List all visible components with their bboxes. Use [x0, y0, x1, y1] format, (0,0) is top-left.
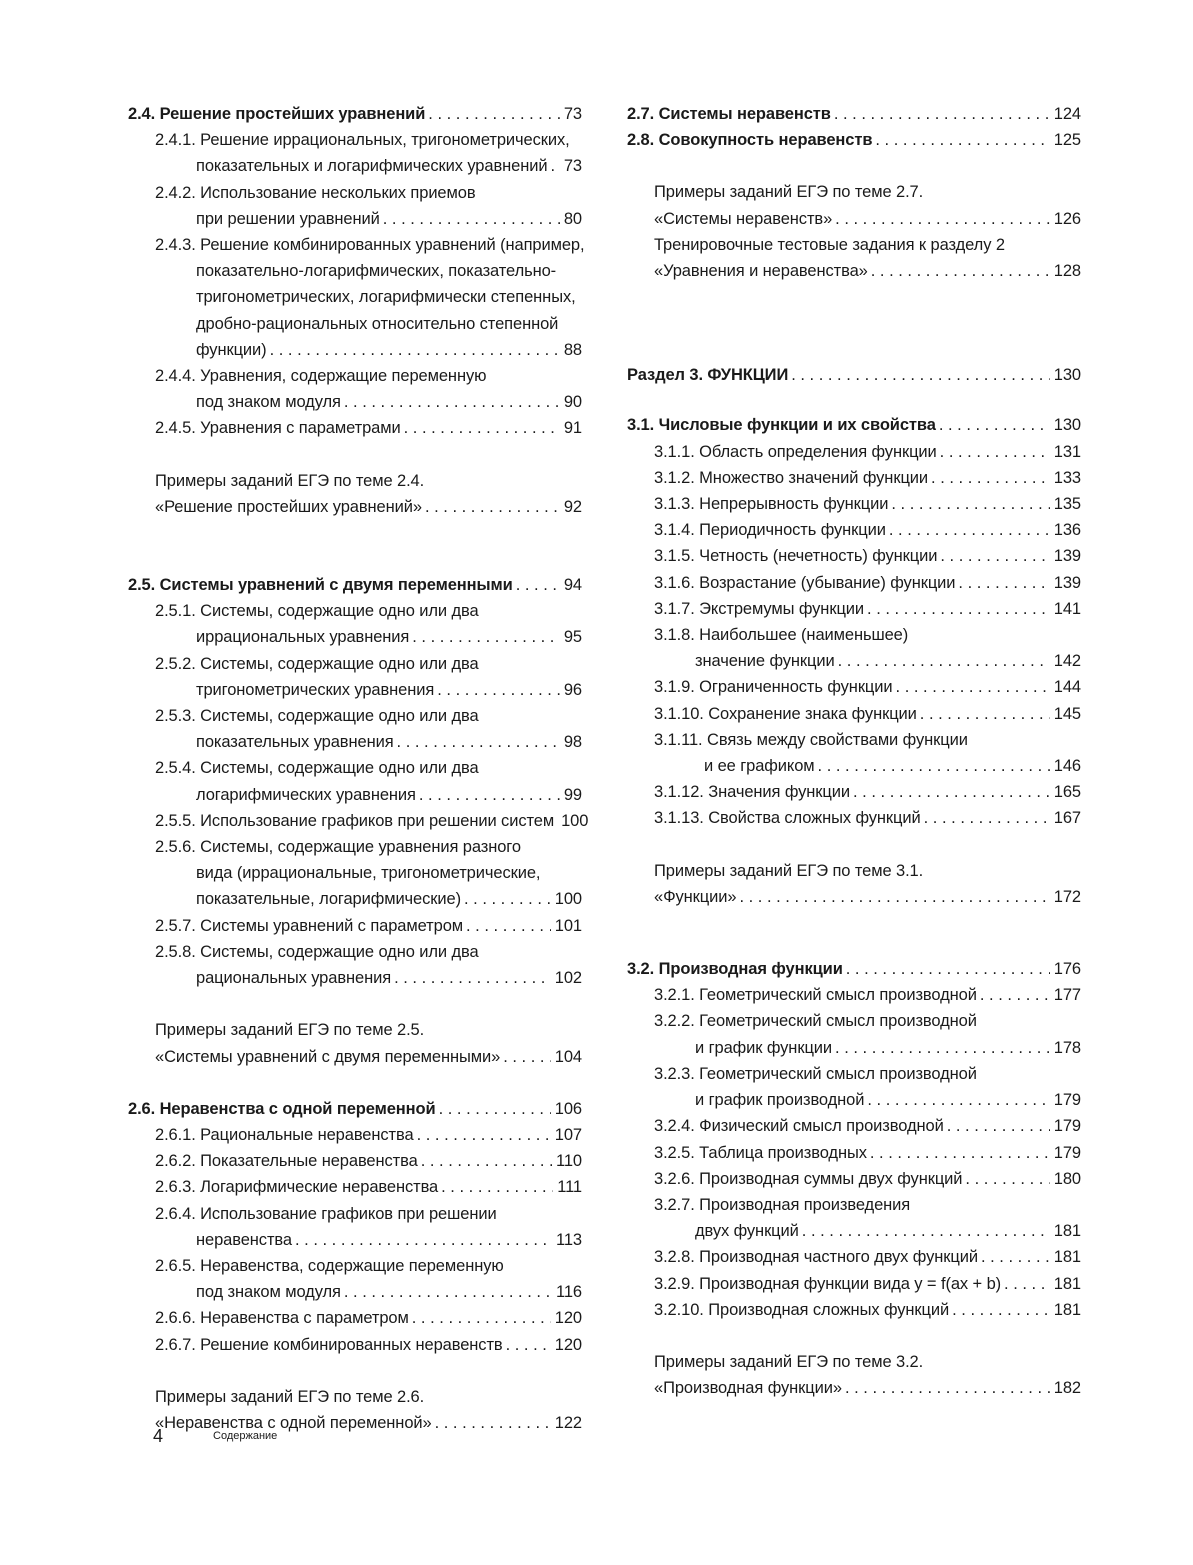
toc-title-cont: «Системы неравенств» [654, 209, 833, 228]
toc-title: 3.2.9. Производная функции вида y = f(ax + b) [654, 1274, 1002, 1293]
toc-title-cont: «Производная функции» [654, 1379, 842, 1398]
toc-item-2-4-2[interactable] [128, 180, 582, 232]
toc-item-3-2-7[interactable] [627, 1192, 1081, 1244]
toc-page: 130 [1053, 366, 1081, 385]
toc-title-cont: вида (иррациональные, тригонометрические, [196, 864, 541, 883]
toc-title: 3.1.9. Ограниченность функции [654, 678, 893, 697]
toc-title-cont: значение функции [695, 652, 835, 671]
toc-title: 2.4.5. Уравнения с параметрами [155, 419, 401, 438]
toc-page: 122 [554, 1413, 582, 1432]
toc-item-2-5-2[interactable] [128, 651, 582, 703]
toc-section-3-1[interactable] [627, 412, 1081, 438]
toc-item-2-4-5[interactable] [128, 415, 582, 441]
toc-page: 126 [1053, 209, 1081, 228]
toc-item-3-1-5[interactable] [627, 543, 1081, 569]
toc-item-2-5-3[interactable] [128, 703, 582, 755]
toc-title: 2.4. Решение простейших уравнений [128, 105, 426, 123]
toc-page: 180 [1053, 1169, 1081, 1188]
toc-right-column [627, 101, 1081, 1401]
toc-page: 116 [555, 1283, 582, 1302]
toc-page: 99 [563, 785, 582, 804]
toc-page: 165 [1053, 783, 1081, 802]
toc-title: 2.5.1. Системы, содержащие одно или два [155, 602, 479, 621]
toc-page: 92 [563, 497, 582, 516]
toc-examples-3-2[interactable] [627, 1349, 1081, 1401]
toc-title-cont: показательные, логарифмические) [196, 890, 461, 909]
toc-page: 73 [563, 157, 582, 176]
toc-page: 177 [1053, 986, 1081, 1005]
toc-title: 2.5.6. Системы, содержащие уравнения разного [155, 838, 521, 857]
toc-item-2-4-1[interactable] [128, 127, 582, 179]
toc-section-3-2[interactable] [627, 956, 1081, 982]
toc-title: 3.2.1. Геометрический смысл производной [654, 986, 977, 1005]
toc-title: 2.6.7. Решение комбинированных неравенств [155, 1335, 503, 1354]
toc-item-3-1-4[interactable] [627, 517, 1081, 543]
toc-title-cont: «Системы уравнений с двумя переменными» [155, 1047, 501, 1066]
toc-item-3-2-4[interactable] [627, 1113, 1081, 1139]
toc-title: 3.1.4. Периодичность функции [654, 521, 886, 540]
toc-page: 94 [563, 576, 582, 595]
toc-page: 125 [1053, 131, 1081, 150]
toc-title-cont: показательных и логарифмических уравнений [196, 157, 548, 176]
toc-item-2-6-1[interactable] [128, 1122, 582, 1148]
toc-section-2-4[interactable] [128, 101, 582, 127]
toc-title: 3.1.13. Свойства сложных функций [654, 809, 921, 828]
toc-title: 3.2. Производная функции [627, 960, 843, 979]
toc-title-cont: при решении уравнений [196, 209, 380, 228]
toc-title-cont: и график производной [695, 1091, 865, 1110]
toc-title: 2.7. Системы неравенств [627, 105, 831, 123]
toc-page: 139 [1053, 573, 1081, 592]
toc-page: 181 [1053, 1300, 1081, 1319]
toc-page: 172 [1053, 887, 1081, 906]
toc-item-2-5-6[interactable] [128, 834, 582, 913]
toc-item-3-2-3[interactable] [627, 1061, 1081, 1113]
toc-item-3-2-9[interactable] [627, 1271, 1081, 1297]
toc-section-2-5[interactable] [128, 572, 582, 598]
toc-title: 3.2.7. Производная произведения [654, 1195, 911, 1214]
toc-title: 2.4.4. Уравнения, содержащие переменную [155, 367, 487, 386]
toc-page: 135 [1053, 495, 1081, 514]
toc-item-3-2-1[interactable] [627, 982, 1081, 1008]
toc-title: 2.5.5. Использование графиков при решении систем [155, 811, 555, 830]
toc-title: 2.6.4. Использование графиков при решении [155, 1204, 497, 1223]
toc-page: 145 [1053, 704, 1081, 723]
toc-title: 3.2.2. Геометрический смысл производной [654, 1012, 977, 1031]
toc-examples-2-4[interactable] [128, 468, 582, 520]
toc-title: 3.1.1. Область определения функции [654, 442, 937, 461]
toc-page: 131 [1053, 442, 1081, 461]
toc-title: Тренировочные тестовые задания к разделу 2 [654, 235, 1005, 254]
toc-item-3-1-9[interactable] [627, 674, 1081, 700]
toc-item-3-2-2[interactable] [627, 1008, 1081, 1060]
toc-page: 95 [563, 628, 582, 647]
toc-examples-3-1[interactable] [627, 858, 1081, 910]
toc-page: 181 [1053, 1248, 1081, 1267]
toc-title: Примеры заданий ЕГЭ по теме 3.2. [654, 1352, 924, 1371]
toc-page: 178 [1053, 1038, 1081, 1057]
toc-page: 179 [1053, 1091, 1081, 1110]
toc-page: 130 [1053, 416, 1081, 435]
toc-title-cont: «Неравенства с одной переменной» [155, 1413, 432, 1432]
page-footer [153, 1426, 278, 1447]
toc-title: 2.5.8. Системы, содержащие одно или два [155, 942, 479, 961]
toc-page: 124 [1053, 105, 1081, 123]
toc-title: 2.6.1. Рациональные неравенства [155, 1125, 414, 1144]
toc-page: 136 [1053, 521, 1081, 540]
toc-title: 3.2.5. Таблица производных [654, 1143, 867, 1162]
toc-page: 90 [563, 393, 582, 412]
toc-item-2-4-4[interactable] [128, 363, 582, 415]
toc-item-2-6-6[interactable] [128, 1305, 582, 1331]
toc-left-column [128, 101, 589, 1436]
toc-title-cont: и график функции [695, 1038, 833, 1057]
toc-page: 146 [1053, 757, 1081, 776]
toc-item-2-6-3[interactable] [128, 1174, 582, 1200]
toc-title: 3.2.3. Геометрический смысл производной [654, 1064, 977, 1083]
toc-title: 2.6.5. Неравенства, содержащие переменную [155, 1256, 504, 1275]
toc-title: 2.6. Неравенства с одной переменной [128, 1099, 436, 1118]
toc-title: Примеры заданий ЕГЭ по теме 2.4. [155, 471, 425, 490]
toc-title-cont: функции) [196, 340, 267, 359]
toc-examples-2-5[interactable] [128, 1017, 582, 1069]
toc-item-2-4-3[interactable] [128, 232, 585, 363]
toc-title: 2.5. Системы уравнений с двумя переменными [128, 576, 513, 595]
toc-title: 3.1.5. Четность (нечетность) функции [654, 547, 938, 566]
toc-page: 96 [563, 680, 582, 699]
toc-page: 88 [563, 340, 582, 359]
toc-page: 110 [555, 1152, 582, 1171]
toc-title-cont: и ее графиком [704, 757, 815, 776]
toc-page: 98 [563, 733, 582, 752]
toc-page: 142 [1053, 652, 1081, 671]
toc-title-cont: показательных уравнения [196, 733, 394, 752]
toc-page: 144 [1053, 678, 1081, 697]
toc-page: 141 [1053, 599, 1081, 618]
toc-item-3-1-2[interactable] [627, 465, 1081, 491]
toc-title: 2.5.4. Системы, содержащие одно или два [155, 759, 479, 778]
toc-title-cont: рациональных уравнения [196, 969, 392, 988]
toc-page: 101 [554, 916, 582, 935]
toc-title: 3.1. Числовые функции и их свойства [627, 416, 936, 435]
toc-item-3-2-10[interactable] [627, 1297, 1081, 1323]
toc-item-2-5-8[interactable] [128, 939, 582, 991]
toc-title: 2.6.6. Неравенства с параметром [155, 1309, 409, 1328]
toc-title: 3.2.4. Физический смысл производной [654, 1117, 944, 1136]
toc-section-2-8[interactable] [627, 127, 1081, 153]
toc-title-cont: дробно-рациональных относительно степенной [196, 314, 559, 333]
toc-title: 3.2.8. Производная частного двух функций [654, 1248, 978, 1267]
toc-title-cont: «Функции» [654, 887, 737, 906]
toc-item-3-1-12[interactable] [627, 779, 1081, 805]
toc-title: Примеры заданий ЕГЭ по теме 3.1. [654, 861, 924, 880]
toc-title: 3.1.8. Наибольшее (наименьшее) [654, 626, 909, 645]
toc-title: 2.6.3. Логарифмические неравенства [155, 1178, 439, 1197]
toc-item-3-1-8[interactable] [627, 622, 1081, 674]
toc-page: 104 [554, 1047, 582, 1066]
toc-item-2-5-4[interactable] [128, 755, 582, 807]
toc-title-cont: «Уравнения и неравенства» [654, 262, 868, 281]
toc-page: 181 [1053, 1222, 1081, 1241]
toc-page: 100 [554, 890, 582, 909]
toc-title: 3.1.10. Сохранение знака функции [654, 704, 917, 723]
toc-title-cont: двух функций [695, 1222, 799, 1241]
toc-title-cont: под знаком модуля [196, 1283, 341, 1302]
toc-title: 3.1.11. Связь между свойствами функции [654, 730, 968, 749]
toc-title: 2.4.3. Решение комбинированных уравнений (например, [155, 236, 585, 255]
toc-item-3-2-6[interactable] [627, 1166, 1081, 1192]
toc-item-3-1-1[interactable] [627, 439, 1081, 465]
toc-page: 120 [554, 1309, 582, 1328]
toc-title: 2.4.1. Решение иррациональных, тригонометрических, [155, 131, 570, 150]
toc-title-cont: под знаком модуля [196, 393, 341, 412]
toc-page: 120 [554, 1335, 582, 1354]
toc-page: 111 [557, 1178, 582, 1197]
toc-item-3-1-11[interactable] [627, 727, 1081, 779]
toc-title: Примеры заданий ЕГЭ по теме 2.5. [155, 1021, 425, 1040]
toc-title-cont: логарифмических уравнения [196, 785, 416, 804]
toc-item-3-2-8[interactable] [627, 1244, 1081, 1270]
toc-page: 100 [561, 811, 589, 830]
toc-item-3-1-10[interactable] [627, 701, 1081, 727]
toc-page: 107 [554, 1125, 582, 1144]
toc-item-2-6-4[interactable] [128, 1201, 582, 1253]
toc-title: 2.4.2. Использование нескольких приемов [155, 183, 476, 202]
toc-title: 3.2.10. Производная сложных функций [654, 1300, 950, 1319]
toc-title-cont: тригонометрических, логарифмически степенных, [196, 288, 576, 307]
toc-page: 80 [563, 209, 582, 228]
toc-page: 179 [1053, 1143, 1081, 1162]
toc-item-2-5-5[interactable] [128, 808, 589, 834]
toc-item-3-1-3[interactable] [627, 491, 1081, 517]
toc-item-3-1-7[interactable] [627, 596, 1081, 622]
toc-page: 73 [563, 105, 582, 123]
toc-page: 181 [1053, 1274, 1081, 1293]
toc-page: 106 [554, 1099, 582, 1118]
toc-title: Примеры заданий ЕГЭ по теме 2.7. [654, 183, 924, 202]
toc-item-3-2-5[interactable] [627, 1140, 1081, 1166]
toc-title-cont: показательно-логарифмических, показательно- [196, 262, 557, 281]
toc-title: 3.1.3. Непрерывность функции [654, 495, 889, 514]
toc-page: 139 [1053, 547, 1081, 566]
toc-title: 3.1.2. Множество значений функции [654, 468, 929, 487]
toc-page: 113 [555, 1230, 582, 1249]
toc-part-3[interactable] [627, 362, 1081, 388]
toc-title: 3.1.6. Возрастание (убывание) функции [654, 573, 956, 592]
toc-page: 133 [1053, 468, 1081, 487]
toc-title: 2.5.2. Системы, содержащие одно или два [155, 654, 479, 673]
toc-examples-2-7[interactable] [627, 179, 1081, 231]
toc-page: 182 [1053, 1379, 1081, 1398]
toc-examples-2-6[interactable] [128, 1384, 582, 1436]
toc-title: 2.5.7. Системы уравнений с параметром [155, 916, 464, 935]
toc-item-3-1-13[interactable] [627, 805, 1081, 831]
toc-title-cont: иррациональных уравнения [196, 628, 410, 647]
toc-item-2-6-7[interactable] [128, 1332, 582, 1358]
toc-section-2-7[interactable] [627, 101, 1081, 127]
toc-title: 2.8. Совокупность неравенств [627, 131, 873, 150]
toc-section-2-6[interactable] [128, 1096, 582, 1122]
page-number: 4 [153, 1426, 164, 1446]
toc-page: 102 [554, 969, 582, 988]
toc-page: 179 [1053, 1117, 1081, 1136]
toc-page: 91 [563, 419, 582, 438]
toc-item-2-6-2[interactable] [128, 1148, 582, 1174]
toc-item-2-6-5[interactable] [128, 1253, 582, 1305]
toc-item-2-5-1[interactable] [128, 598, 582, 650]
toc-title: Раздел 3. ФУНКЦИИ [627, 366, 789, 385]
toc-title-cont: «Решение простейших уравнений» [155, 497, 422, 516]
toc-page: 128 [1053, 262, 1081, 281]
toc-page: 167 [1053, 809, 1081, 828]
toc-title-cont: тригонометрических уравнения [196, 680, 435, 699]
toc-item-3-1-6[interactable] [627, 570, 1081, 596]
toc-title-cont: неравенства [196, 1230, 292, 1249]
toc-title: Примеры заданий ЕГЭ по теме 2.6. [155, 1387, 425, 1406]
toc-title: 3.2.6. Производная суммы двух функций [654, 1169, 963, 1188]
toc-title: 2.6.2. Показательные неравенства [155, 1152, 418, 1171]
toc-title: 3.1.12. Значения функции [654, 783, 851, 802]
toc-item-2-5-7[interactable] [128, 913, 582, 939]
toc-training-2[interactable] [627, 232, 1081, 284]
toc-title: 3.1.7. Экстремумы функции [654, 599, 865, 618]
running-head: Содержание [213, 1430, 278, 1442]
toc-title: 2.5.3. Системы, содержащие одно или два [155, 707, 479, 726]
toc-page: 176 [1053, 960, 1081, 979]
